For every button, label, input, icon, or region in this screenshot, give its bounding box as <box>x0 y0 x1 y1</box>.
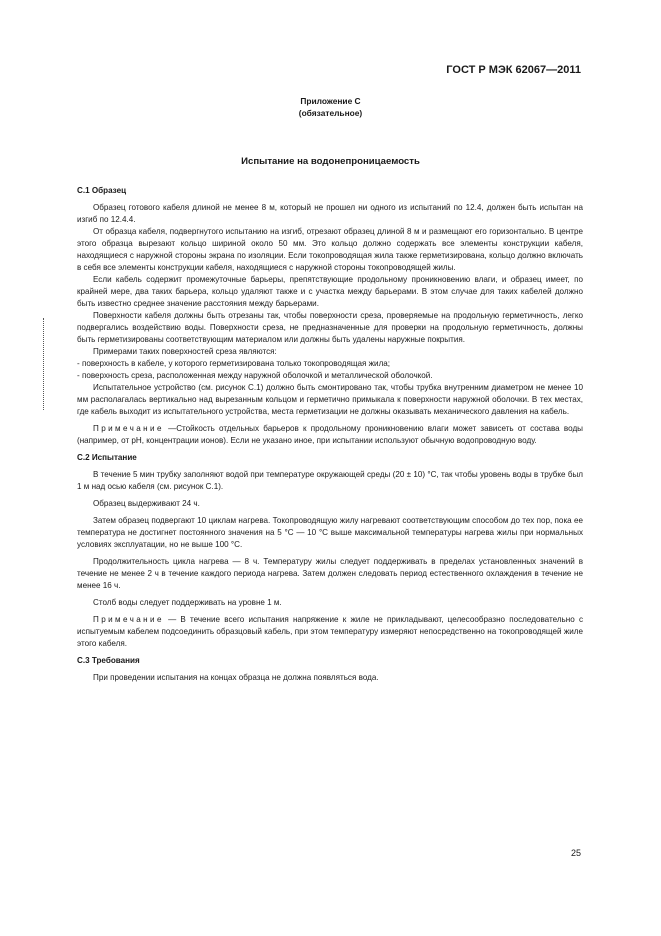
paragraph: Образец готового кабеля длиной не менее 8 м, который не прошел ни одного из испытаний по 12.4, должен быть испытан на изгиб по 12.4.4. <box>77 203 583 224</box>
note-label: Примечание <box>93 424 164 433</box>
paragraph: От образца кабеля, подвергнутого испытанию на изгиб, отрезают образец длиной 8 м и размещают его горизонтально. В центре этого образца вырезают кольцо шириной около 50 мм. Это кольцо должно содержать все элементы конструкции кабеля, находящиеся с наружной стороны экрана по изоляции. Если токопроводящая жила также герметизирована, кольцо должно включать в себя все элементы конструкции кабеля, находящиеся с наружной стороны токопроводящей жилы. <box>77 227 583 272</box>
document-body <box>77 185 583 684</box>
paragraph: Образец выдерживают 24 ч. <box>93 499 200 508</box>
list-item: - поверхность среза, расположенная между наружной оболочкой и металлической оболочкой. <box>77 371 433 380</box>
standard-code: ГОСТ Р МЭК 62067—2011 <box>446 64 581 76</box>
appendix-status: (обязательное) <box>298 108 363 118</box>
paragraph: Продолжительность цикла нагрева — 8 ч. Температуру жилы следует поддерживать в пределах установленных значений в течение не менее 2 ч в течение каждого периода нагрева. Затем должен следовать период естественного охлаждения в течение не менее 16 ч. <box>77 557 583 590</box>
paragraph: Столб воды следует поддерживать на уровне 1 м. <box>93 598 282 607</box>
page-number: 25 <box>570 848 581 858</box>
note-label: Примечание <box>93 615 164 624</box>
paragraph: При проведении испытания на концах образца не должна появляться вода. <box>93 673 379 682</box>
paragraph: Затем образец подвергают 10 циклам нагрева. Токопроводящую жилу нагревают соответствующим способом до тех пор, пока ее температура не достигнет постоянного значения на 5 °С — 10 °С выше максимальной температуры нагрева жилы при нормальных условиях эксплуатации, но не выше 100 °С. <box>77 516 583 549</box>
note <box>77 423 583 447</box>
note <box>77 614 583 650</box>
note-text: —Стойкость отдельных барьеров к продольному проникновению влаги может зависеть от состава воды (например, от pH, концентрации ионов). Если не указано иное, при испытании используют обычную водопроводную воду. <box>77 424 583 445</box>
section-c2-heading: С.2 Испытание <box>77 453 137 462</box>
section-c1-heading: С.1 Образец <box>77 186 127 195</box>
page-title: Испытание на водонепроницаемость <box>241 156 420 167</box>
section-c3-heading: С.3 Требования <box>77 656 140 665</box>
paragraph: Поверхности кабеля должны быть отрезаны так, чтобы поверхности среза, проверяемые на продольную герметичность, легко подвергались воздействию воды. Поверхности среза, не предназначенные для проверки на продольную герметичность, должны быть герметизированы соответствующим материалом или должны быть удалены наружные покрытия. <box>77 311 583 344</box>
change-marker <box>43 318 45 410</box>
appendix-heading <box>0 95 661 119</box>
appendix-label: Приложение С <box>300 96 361 106</box>
paragraph: Испытательное устройство (см. рисунок С.1) должно быть смонтировано так, чтобы трубка внутренним диаметром не менее 10 мм располагалась вертикально над вырезанным кольцом и герметично примыкала к поверхности наружной оболочки. В тех местах, где кабель выходит из испытательного устройства, места герметизации не должны оказывать механического давления на кабель. <box>77 383 583 416</box>
paragraph: Если кабель содержит промежуточные барьеры, препятствующие продольному проникновению влаги, и образец имеет, по крайней мере, два таких барьера, кольцо удаляют также и с участка между барьерами. В этом случае для таких кабелей должно быть известно среднее значение расстояния между барьерами. <box>77 275 583 308</box>
list-item: - поверхность в кабеле, у которого герметизирована только токопроводящая жила; <box>77 359 391 368</box>
paragraph: Примерами таких поверхностей среза являются: <box>93 347 277 356</box>
paragraph: В течение 5 мин трубку заполняют водой при температуре окружающей среды (20 ± 10) °С, так чтобы уровень воды в трубке был 1 м над осью кабеля (см. рисунок С.1). <box>77 470 583 491</box>
note-text: — В течение всего испытания напряжение к жиле не прикладывают, целесообразно последовательно с испытуемым кабелем подсоединить образцовый кабель, при этом температуру измеряют непосредственно на токопроводящей жиле этого кабеля. <box>77 615 583 648</box>
